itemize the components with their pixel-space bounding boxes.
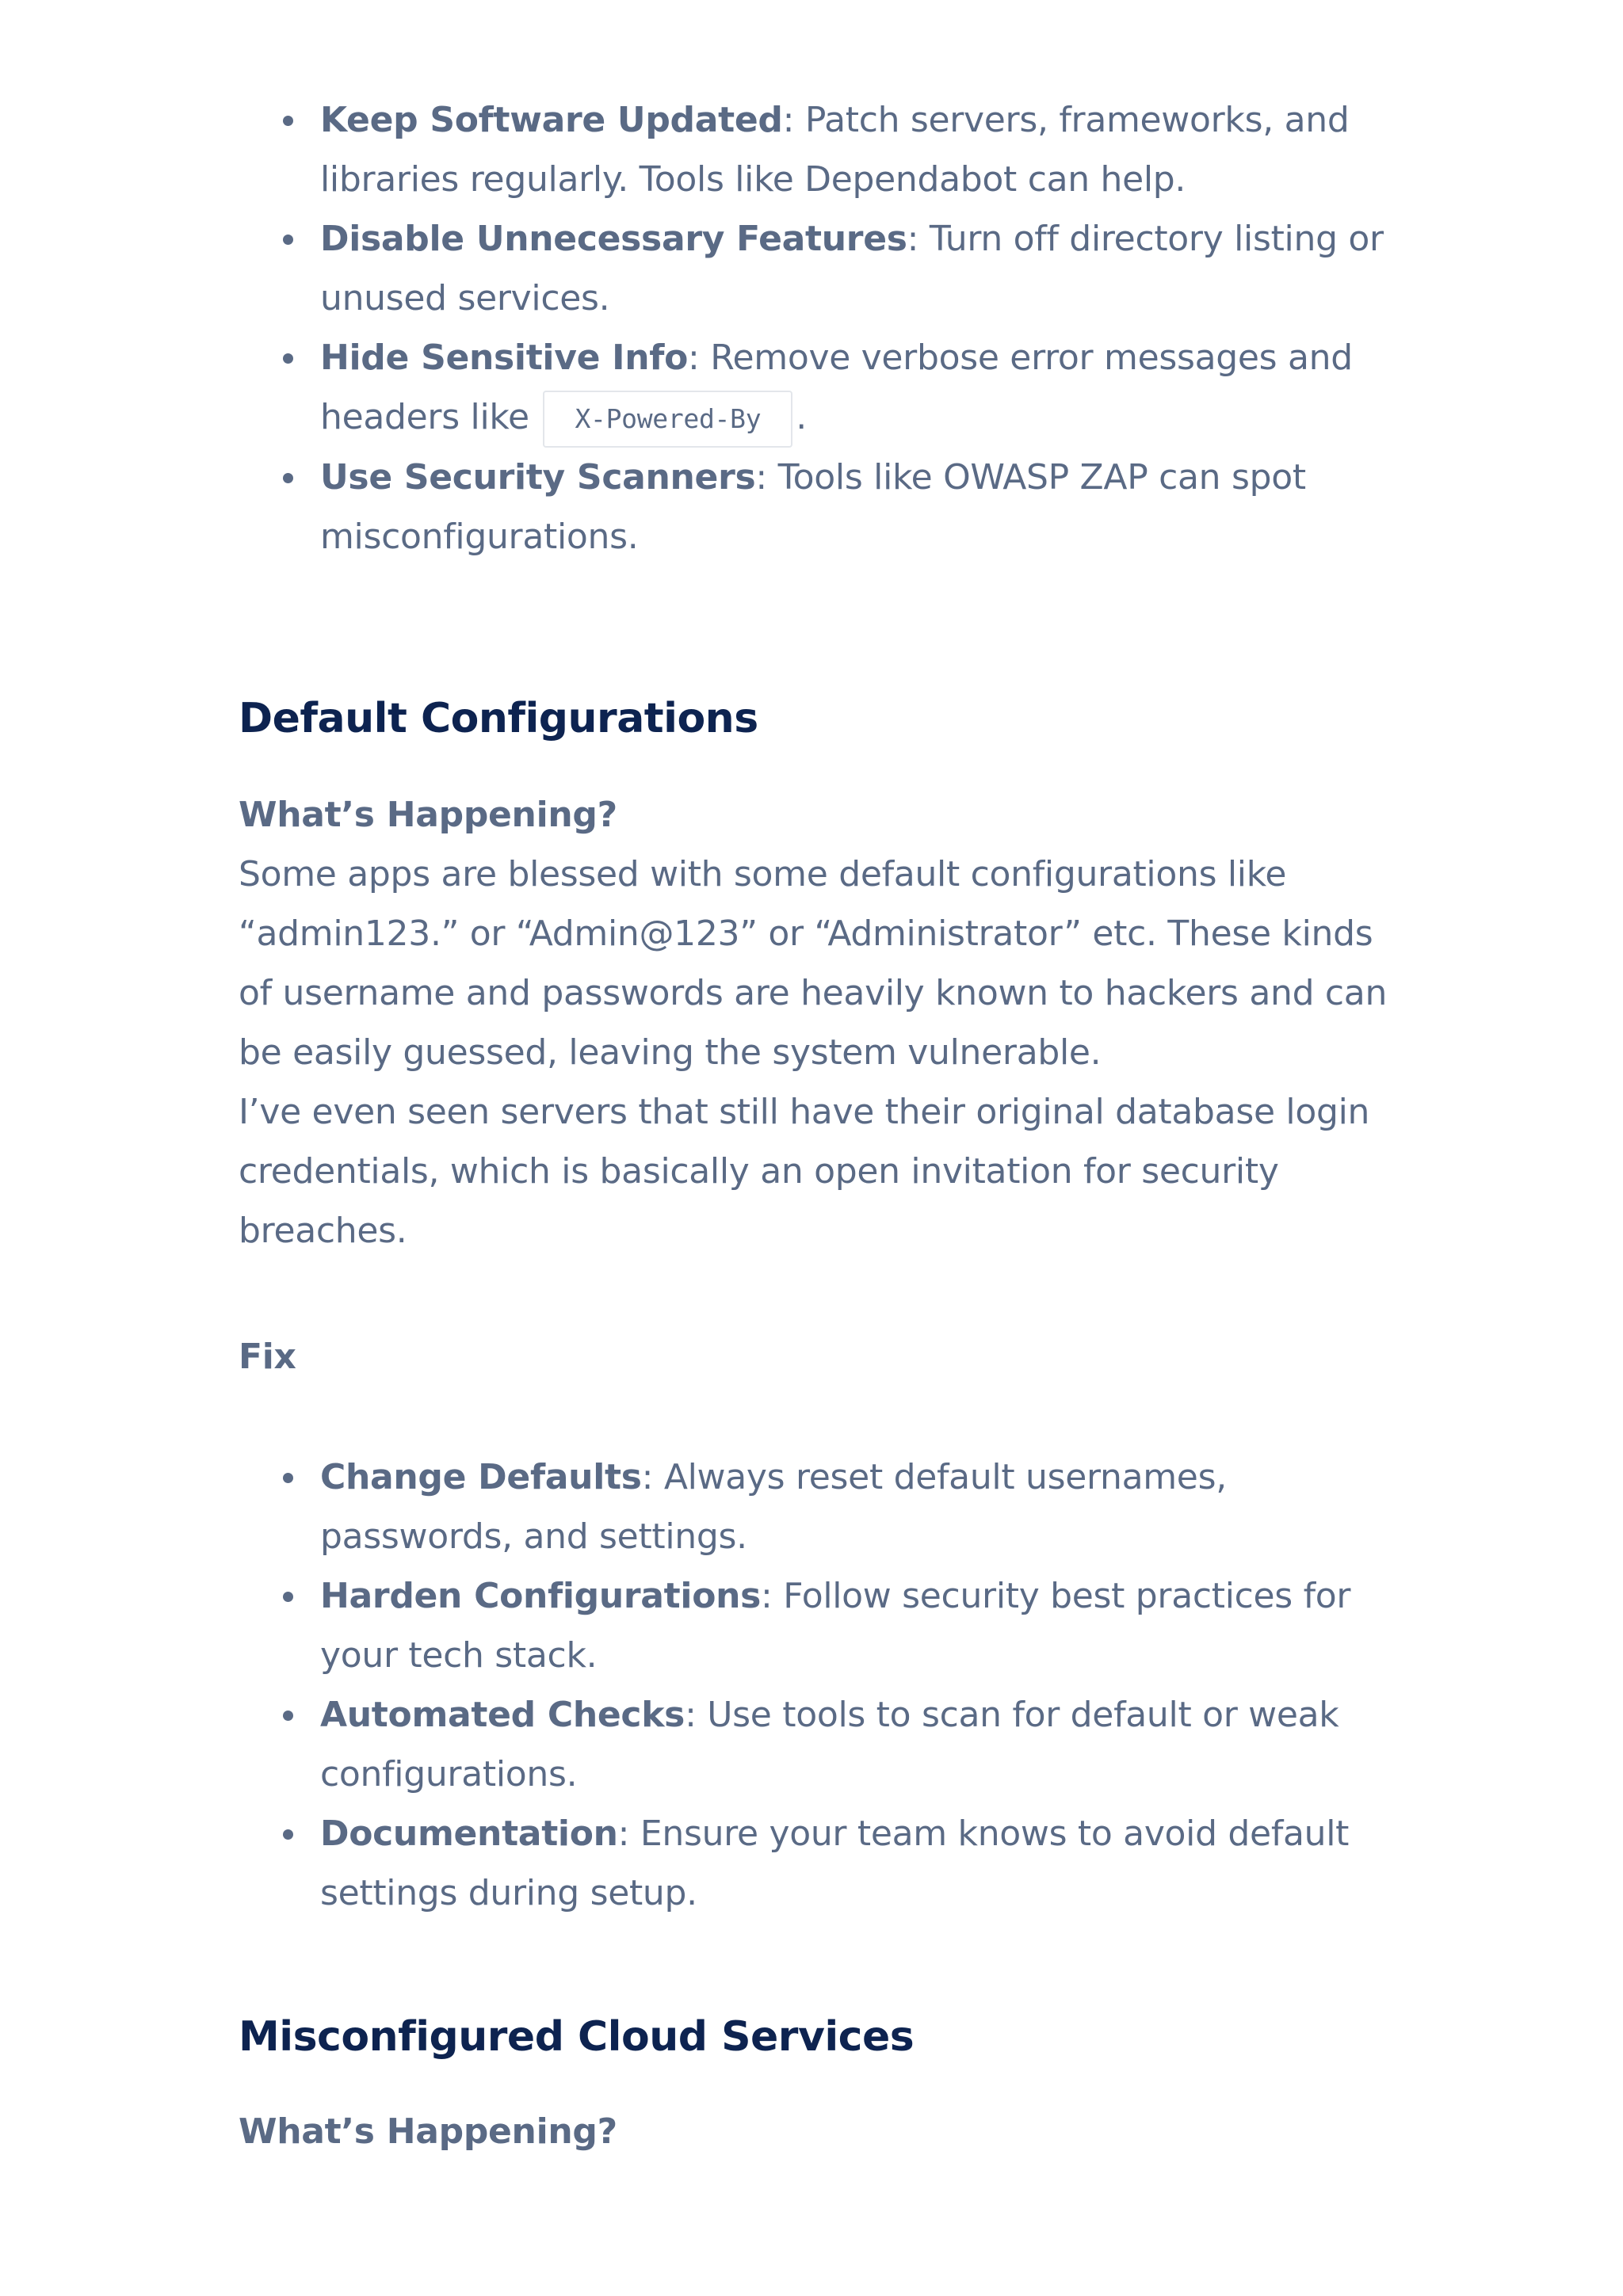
list-item	[239, 90, 1430, 209]
list-item	[239, 1685, 1430, 1804]
list-item	[239, 1447, 1430, 1566]
list-item-text: : Remove verbose error messages and headers like	[320, 338, 1353, 437]
list-item	[239, 1566, 1430, 1685]
list-item-term: Keep Software Updated	[320, 100, 783, 140]
list-item-text: : Turn off directory listing or unused services.	[320, 219, 1384, 318]
list-item-text: : Use tools to scan for default or weak configurations.	[320, 1695, 1339, 1794]
list-item	[239, 448, 1430, 566]
list-item-text-end: .	[796, 397, 807, 437]
list-item-text: : Ensure your team knows to avoid default settings during setup.	[320, 1814, 1350, 1913]
hardening-list	[239, 90, 1427, 566]
subheading-whats-happening: What’s Happening?	[239, 795, 617, 835]
list-item-text: : Patch servers, frameworks, and libraries regularly. Tools like Dependabot can help.	[320, 100, 1350, 200]
list-item-term: Change Defaults	[320, 1457, 642, 1497]
inline-code: X-Powered-By	[543, 391, 792, 448]
list-item-term: Hide Sensitive Info	[320, 338, 689, 378]
paragraph: Some apps are blessed with some default configurations like “admin123.” or “Admin@123” or “Administrator” etc. These kinds of username and passwords are heavily known to hackers and can be easily guessed, leaving the system vulnerable.	[239, 854, 1388, 1073]
list-item-text: : Follow security best practices for your tech stack.	[320, 1576, 1351, 1676]
list-item	[239, 1804, 1430, 1923]
list-item-term: Automated Checks	[320, 1695, 685, 1735]
list-item-term: Documentation	[320, 1814, 618, 1854]
list-item-term: Harden Configurations	[320, 1576, 762, 1616]
fix-list	[239, 1447, 1427, 1923]
list-item	[239, 209, 1430, 328]
list-item-term: Disable Unnecessary Features	[320, 219, 907, 259]
list-item	[239, 328, 1430, 448]
section-heading-misconfigured-cloud-services: Misconfigured Cloud Services	[239, 2013, 915, 2061]
list-item-text: : Always reset default usernames, passwords, and settings.	[320, 1457, 1227, 1557]
paragraph: I’ve even seen servers that still have their original database login credentials, which is basically an open invitation for security breaches.	[239, 1092, 1370, 1251]
subheading-whats-happening: What’s Happening?	[239, 2111, 617, 2152]
fix-heading: Fix	[239, 1337, 296, 1377]
list-item-term: Use Security Scanners	[320, 457, 756, 498]
section-heading-default-configurations: Default Configurations	[239, 695, 758, 742]
list-item-text: : Tools like OWASP ZAP can spot misconfigurations.	[320, 457, 1306, 557]
